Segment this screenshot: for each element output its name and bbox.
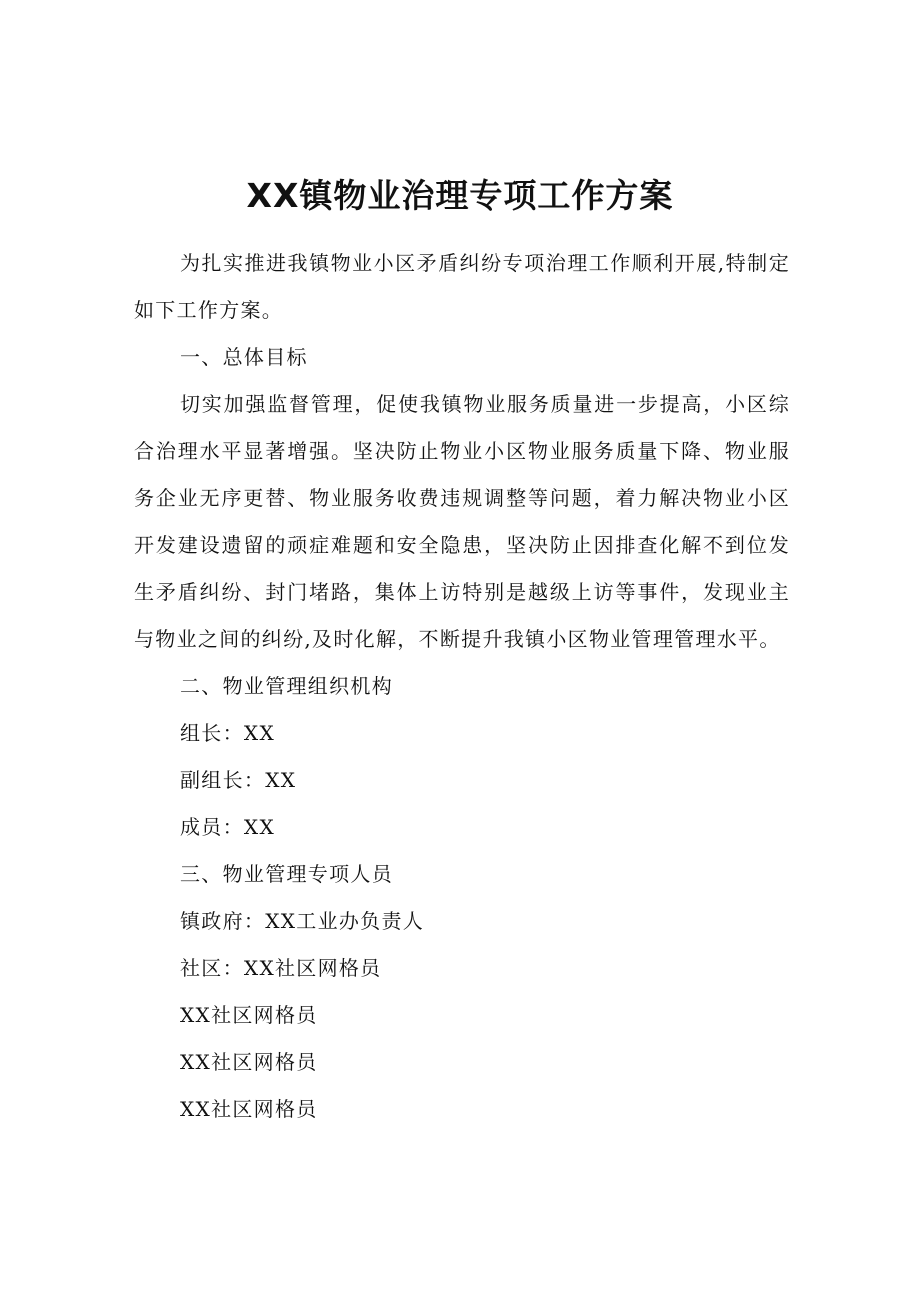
personnel-item-grid-3: XX社区网格员 bbox=[180, 1097, 318, 1121]
personnel-item-grid-2: XX社区网格员 bbox=[180, 1050, 318, 1074]
section-heading-organization: 二、物业管理组织机构 bbox=[180, 674, 393, 698]
personnel-item-grid-1: XX社区网格员 bbox=[180, 1003, 318, 1027]
personnel-item-government: 镇政府：XX工业办负责人 bbox=[180, 909, 425, 933]
section-heading-goals: 一、总体目标 bbox=[180, 345, 308, 369]
goals-paragraph: 切实加强监督管理，促使我镇物业服务质量进一步提高，小区综合治理水平显著增强。坚决防止物业小区物业服务质量下降、物业服务企业无序更替、物业服务收费违规调整等问题，着力解决物业小区开发建设遗留的顽症难题和安全隐患，坚决防止因排查化解不到位发生矛盾纠纷、封门堵路，集体上访特别是越级上访等事件，发现业主与物业之间的纠纷,及时化解，不断提升我镇小区物业管理管理水平。 bbox=[134, 392, 790, 651]
org-item-members: 成员：XX bbox=[180, 815, 275, 839]
document-body bbox=[134, 240, 790, 1133]
intro-paragraph: 为扎实推进我镇物业小区矛盾纠纷专项治理工作顺利开展,特制定如下工作方案。 bbox=[134, 251, 790, 322]
personnel-item-community: 社区：XX社区网格员 bbox=[180, 956, 382, 980]
org-item-leader: 组长：XX bbox=[180, 721, 275, 745]
section-heading-personnel: 三、物业管理专项人员 bbox=[180, 862, 393, 886]
org-item-deputy-leader: 副组长：XX bbox=[180, 768, 297, 792]
document-title: XX镇物业治理专项工作方案 bbox=[246, 176, 674, 215]
